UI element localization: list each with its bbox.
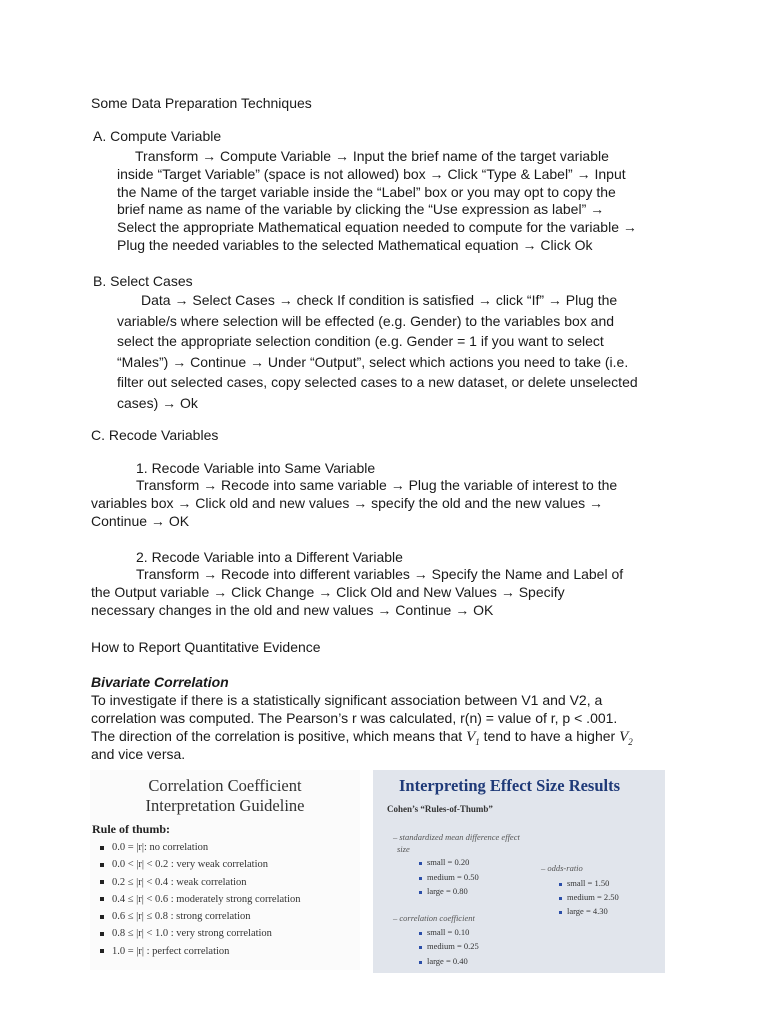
list-item-text: 0.4 ≤ |r| < 0.6 : moderately strong correlation [112, 893, 301, 905]
list-item-text: 1.0 = |r| : perfect correlation [112, 945, 230, 957]
section-c2-line: the Output variable → Click Change → Click Old and New Values → Specify [91, 583, 565, 600]
section-b-line: filter out selected cases, copy selected cases to a new dataset, or delete unselected [117, 374, 638, 391]
bullet-icon [419, 932, 422, 935]
bullet-icon [100, 846, 104, 850]
variable-v1 [466, 729, 480, 745]
guideline-title-line-2: Interpretation Guideline [145, 796, 305, 815]
bullet-icon [419, 862, 422, 865]
list-item [100, 891, 301, 908]
section-a-line: the Name of the target variable inside the “Label” box or you may opt to copy the [117, 183, 616, 200]
section-b-line: “Males”) → Continue → Under “Output”, select which actions you need to take (i.e. [117, 353, 629, 370]
section-b-line: Data → Select Cases → check If condition is satisfied → click “If” → Plug the [141, 292, 618, 308]
correlation-coefficient-label: – correlation coefficient [393, 913, 475, 923]
guideline-title-line-1: Correlation Coefficient [148, 776, 302, 795]
bullet-icon [419, 877, 422, 880]
list-item-text: 0.0 = |r|: no correlation [112, 842, 209, 853]
section-c1-title: 1. Recode Variable into Same Variable [136, 460, 376, 476]
bullet-icon [100, 949, 104, 953]
effect-size-image [373, 770, 665, 973]
list-item [100, 925, 301, 942]
cc-value-text: medium = 0.25 [427, 941, 479, 951]
list-item [100, 943, 301, 960]
smd-value-text: large = 0.80 [427, 886, 468, 896]
variable-v1-subscript: 1 [475, 737, 480, 747]
effect-size-subtitle: Cohen’s “Rules-of-Thumb” [387, 804, 493, 814]
bullet-icon [419, 891, 422, 894]
variable-v2-subscript: 2 [628, 737, 633, 747]
section-c2-line: necessary changes in the old and new values → Continue → OK [91, 601, 494, 618]
smd-value [419, 886, 468, 896]
rule-of-thumb-label: Rule of thumb: [92, 822, 171, 836]
smd-label-cont: size [397, 844, 410, 854]
section-a-line: inside “Target Variable” (space is not allowed) box → Click “Type & Label” → Input [117, 165, 626, 182]
cc-value [419, 956, 468, 966]
variable-v2 [619, 729, 633, 745]
section-c1-body [91, 477, 661, 530]
cc-value-text: large = 0.40 [427, 956, 468, 966]
bullet-icon [559, 897, 562, 900]
effect-size-title: Interpreting Effect Size Results [399, 776, 621, 795]
variable-v1-letter: V [466, 729, 476, 745]
section-c1-line: Continue → OK [91, 512, 190, 529]
section-c-title: C. Recode Variables [91, 427, 219, 443]
bivariate-line-4: and vice versa. [91, 746, 186, 762]
section-c2-body [91, 566, 671, 619]
section-b-line: cases) → Ok [117, 394, 198, 411]
page-heading: Some Data Preparation Techniques [91, 95, 312, 111]
section-a-line: brief name as name of the variable by clicking the “Use expression as label” → [117, 201, 605, 218]
bullet-icon [100, 915, 104, 919]
cc-value-text: small = 0.10 [427, 927, 470, 937]
section-b-title: B. Select Cases [93, 273, 193, 289]
cc-value [419, 927, 469, 937]
guideline-list [100, 839, 301, 960]
bullet-icon [559, 911, 562, 914]
smd-value [419, 872, 479, 882]
section-a-line: Select the appropriate Mathematical equation needed to compute for the variable → [117, 219, 637, 236]
bivariate-title: Bivariate Correlation [91, 674, 229, 690]
bullet-icon [100, 897, 104, 901]
section-c2-title: 2. Recode Variable into a Different Variable [136, 549, 403, 565]
section-c1-line: variables box → Click old and new values → specify the old and the new values → [91, 494, 604, 511]
section-c1-line: Transform → Recode into same variable → Plug the variable of interest to the [136, 477, 618, 493]
variable-v2-letter: V [619, 729, 629, 745]
section-a-line: Transform → Compute Variable → Input the brief name of the target variable [135, 148, 609, 164]
list-item [100, 856, 301, 873]
odds-value [559, 906, 608, 916]
bivariate-line-3-a: The direction of the correlation is positive, which means that [91, 728, 467, 744]
odds-value [559, 892, 619, 902]
bullet-icon [559, 883, 562, 886]
odds-ratio-label: – odds-ratio [541, 863, 583, 873]
bullet-icon [100, 932, 104, 936]
bullet-icon [419, 961, 422, 964]
correlation-guideline-image [90, 770, 360, 970]
list-item [100, 874, 301, 891]
section-b-line: variable/s where selection will be effected (e.g. Gender) to the variables box and [117, 312, 615, 329]
cc-value [419, 941, 479, 951]
odds-value-text: large = 4.30 [567, 906, 608, 916]
list-item-text: 0.8 ≤ |r| < 1.0 : very strong correlation [112, 928, 272, 940]
bullet-icon [100, 863, 104, 867]
list-item-text: 0.2 ≤ |r| < 0.4 : weak correlation [112, 876, 247, 888]
bivariate-line-1: To investigate if there is a statistically significant association between V1 and V2, a [91, 692, 603, 708]
odds-value [559, 878, 609, 888]
section-a-body [117, 148, 677, 255]
section-c2-line: Transform → Recode into different variables → Specify the Name and Label of [136, 566, 624, 582]
bullet-icon [419, 946, 422, 949]
smd-value-text: medium = 0.50 [427, 872, 479, 882]
list-item [100, 839, 301, 856]
report-heading: How to Report Quantitative Evidence [91, 639, 321, 655]
bivariate-line-2: correlation was computed. The Pearson’s r was calculated, r(n) = value of r, p < .001. [91, 710, 618, 726]
section-b-line: select the appropriate selection condition (e.g. Gender = 1 if you want to select [117, 333, 604, 350]
bullet-icon [100, 880, 104, 884]
list-item-text: 0.0 < |r| < 0.2 : very weak correlation [112, 859, 268, 871]
smd-value-text: small = 0.20 [427, 857, 470, 867]
section-a-title: A. Compute Variable [93, 128, 222, 144]
section-a-line: Plug the needed variables to the selected Mathematical equation → Click Ok [117, 236, 593, 253]
odds-value-text: medium = 2.50 [567, 892, 619, 902]
section-b-body [117, 290, 677, 414]
odds-value-text: small = 1.50 [567, 878, 610, 888]
list-item-text: 0.6 ≤ |r| ≤ 0.8 : strong correlation [112, 911, 251, 923]
smd-value [419, 857, 469, 867]
list-item [100, 908, 301, 925]
smd-label: – standardized mean difference effect [393, 832, 520, 842]
bivariate-line-3-b: tend to have a higher [479, 728, 620, 744]
